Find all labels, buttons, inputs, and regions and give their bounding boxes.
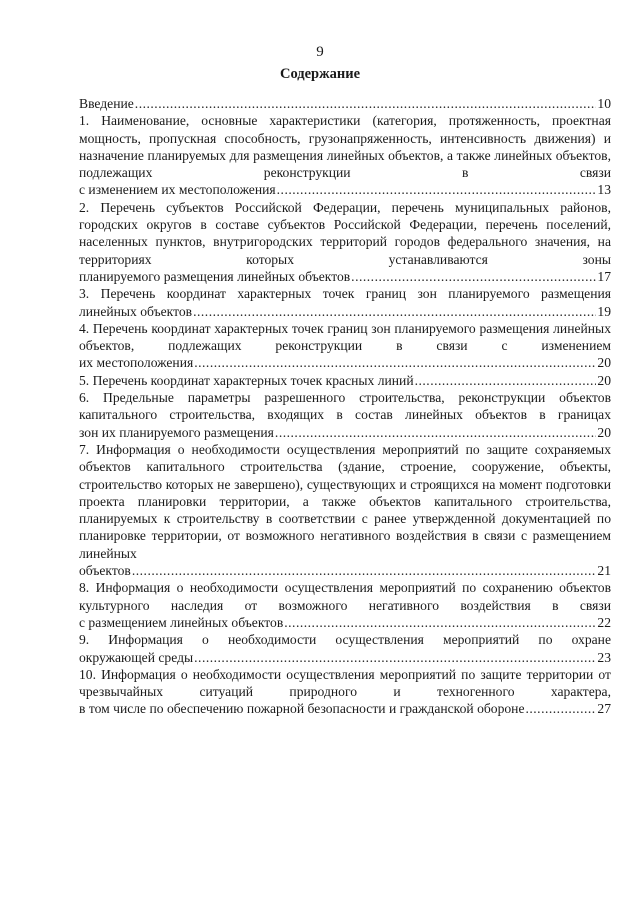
toc-entry-last-line: линейных объектов	[79, 303, 193, 319]
toc-entry-text: 9. Информация о необходимости осуществления мероприятий по охране	[79, 632, 611, 648]
toc-entry-text: 2. Перечень субъектов Российской Федерации, перечень муниципальных районов, городских округов в составе субъектов Российской Федерации, перечень поселений, населенных пунктов, внутригородских территорий городов федерального значения, на территориях которых устанавливаются зоны	[79, 199, 611, 267]
toc-entry-text: 7. Информация о необходимости осуществления мероприятий по защите сохраняемых объектов капитального строительства (здание, строение, сооружение, объекты, строительство которых не завершено), существующих и строящихся на момент подготовки проекта планировки территории, а также объектов капитального строительства, планируемых к строительству в соответствии с ранее утвержденной документацией по планировке территории, от возможного негативного воздействия в связи с размещением линейных	[79, 441, 611, 561]
toc-entry-5[interactable]	[79, 372, 611, 389]
toc-entry-text: 8. Информация о необходимости осуществления мероприятий по сохранению объектов культурного наследия от возможного негативного воздействия в связи	[79, 580, 611, 613]
toc-entry-last-line: планируемого размещения линейных объектов	[79, 268, 351, 284]
toc-entry-last-line: с изменением их местоположения	[79, 182, 276, 198]
toc-entry-last-line: Введение	[79, 96, 134, 111]
dot-leader	[193, 303, 596, 320]
toc-page-number: 13	[597, 182, 611, 198]
toc-entry-text: 6. Предельные параметры разрешенного строительства, реконструкции объектов капитального строительства, входящих в состав линейных объектов в границах	[79, 390, 611, 423]
toc-page-number: 21	[597, 563, 611, 579]
page-number: 9	[316, 44, 324, 60]
toc-entry-10[interactable]	[79, 666, 611, 718]
toc-entry-9[interactable]	[79, 631, 611, 666]
toc-entry-4[interactable]	[79, 320, 611, 372]
toc-entry-last-line: их местоположения	[79, 355, 194, 371]
toc-page-number: 27	[597, 701, 611, 717]
toc-page-number: 22	[597, 614, 611, 630]
dot-leader	[132, 562, 597, 579]
toc-entry-text: 3. Перечень координат характерных точек границ зон планируемого размещения	[79, 286, 611, 302]
dot-leader	[415, 372, 597, 389]
toc-page-number: 10	[597, 96, 611, 111]
dot-leader	[275, 424, 596, 441]
table-of-contents	[79, 95, 611, 718]
dot-leader	[351, 268, 596, 285]
toc-entry-last-line: зон их планируемого размещения	[79, 424, 274, 440]
toc-page-number: 23	[597, 649, 611, 665]
toc-entry-8[interactable]	[79, 579, 611, 631]
toc-page-number: 17	[597, 268, 611, 284]
toc-entry-7[interactable]	[79, 441, 611, 579]
toc-entry-last-line: в том числе по обеспечению пожарной безопасности и гражданской обороне	[79, 701, 525, 717]
toc-entry-1[interactable]	[79, 112, 611, 198]
dot-leader	[277, 181, 597, 198]
toc-entry-text: 4. Перечень координат характерных точек границ зон планируемого размещения линейных объектов, подлежащих реконструкции в связи с изменением	[79, 320, 611, 354]
dot-leader	[135, 95, 597, 112]
toc-page-number: 20	[597, 424, 611, 440]
toc-page-number: 19	[597, 303, 611, 319]
toc-entry-last-line: с размещением линейных объектов	[79, 614, 284, 630]
dot-leader	[194, 649, 596, 666]
toc-entry-6[interactable]	[79, 389, 611, 441]
toc-entry-text: 1. Наименование, основные характеристики (категория, протяженность, проектная мощность, пропускная способность, грузонапряженность, интенсивность движения) и назначение планируемых для размещения линейных объектов, а также линейных объектов, подлежащих реконструкции в связи	[79, 113, 611, 181]
dot-leader	[525, 700, 596, 717]
toc-page-number: 20	[597, 372, 611, 388]
toc-page-number: 20	[597, 355, 611, 371]
toc-entry-last-line: 5. Перечень координат характерных точек красных линий	[79, 372, 414, 388]
page-title: Содержание	[279, 66, 361, 82]
toc-entry-text: 10. Информация о необходимости осуществления мероприятий по защите территории от чрезвычайных ситуаций природного и техногенного характера,	[79, 666, 611, 700]
toc-entry-2[interactable]	[79, 199, 611, 285]
toc-entry-last-line: объектов	[79, 563, 131, 579]
toc-entry-3[interactable]	[79, 285, 611, 320]
dot-leader	[284, 614, 596, 631]
toc-entry-last-line: окружающей среды	[79, 649, 194, 665]
toc-entry-intro[interactable]	[79, 95, 611, 112]
dot-leader	[194, 354, 596, 371]
